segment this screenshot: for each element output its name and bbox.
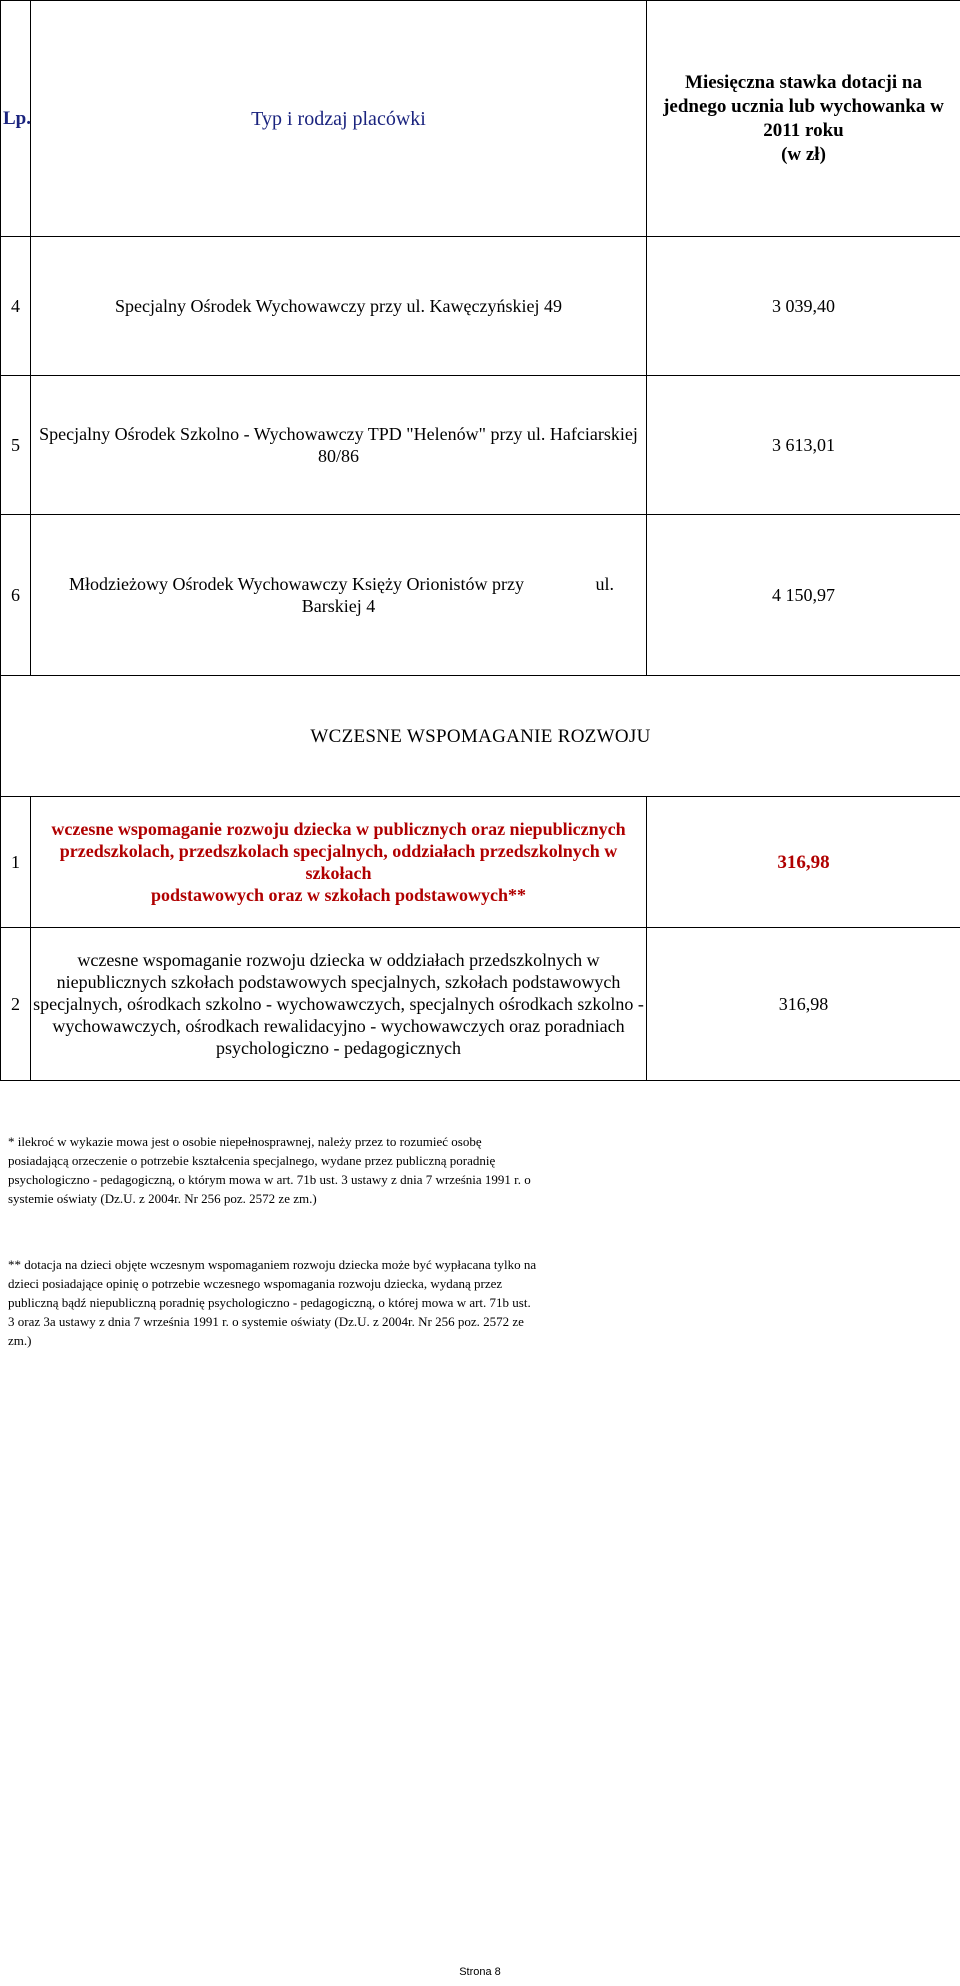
row-name-line: wychowawczych, ośrodkach rewalidacyjno - wychowawczych oraz poradniach bbox=[52, 1016, 625, 1036]
row-name bbox=[31, 797, 647, 928]
row-name-line: wczesne wspomaganie rozwoju dziecka w publicznych oraz niepublicznych bbox=[51, 819, 626, 839]
header-lp: Lp. bbox=[3, 108, 31, 129]
row-name-text: Młodzieżowy Ośrodek Wychowawczy Księży Orionistów przy bbox=[69, 574, 524, 594]
row-name-line: przedszkolach, przedszkolach specjalnych, oddziałach przedszkolnych w szkołach bbox=[59, 841, 618, 883]
footnote-line: ** dotacja na dzieci objęte wczesnym wspomaganiem rozwoju dziecka może być wypłacana tylko na bbox=[8, 1257, 537, 1272]
row-rate: 3 039,40 bbox=[647, 237, 960, 376]
row-lp: 2 bbox=[1, 928, 31, 1081]
footnote-line: posiadającą orzeczenie o potrzebie kształcenia specjalnego, wydane przez publiczną poradnię bbox=[8, 1153, 496, 1168]
row-rate-cell bbox=[647, 797, 960, 928]
row-rate: 4 150,97 bbox=[647, 515, 960, 676]
page-number: Strona 8 bbox=[459, 1966, 501, 1978]
row-name-line: wczesne wspomaganie rozwoju dziecka w oddziałach przedszkolnych w bbox=[77, 950, 600, 970]
footnote-disability bbox=[8, 1132, 648, 1208]
row-name-line: Barskiej 4 bbox=[301, 596, 376, 616]
table-row bbox=[1, 376, 960, 515]
footnote-line: systemie oświaty (Dz.U. z 2004r. Nr 256 poz. 2572 ze zm.) bbox=[8, 1191, 317, 1206]
row-name-line: 80/86 bbox=[317, 446, 359, 466]
row-lp: 4 bbox=[1, 237, 31, 376]
row-name-line: niepublicznych szkołach podstawowych specjalnych, szkołach podstawowych bbox=[56, 972, 621, 992]
header-rate bbox=[647, 71, 960, 167]
row-name-line: Specjalny Ośrodek Wychowawczy przy ul. Kawęczyńskiej 49 bbox=[115, 296, 562, 316]
footnote-line: * ilekroć w wykazie mowa jest o osobie niepełnosprawnej, należy przez to rozumieć osobę bbox=[8, 1134, 482, 1149]
row-name-ul: ul. bbox=[595, 574, 614, 594]
row-lp: 5 bbox=[1, 376, 31, 515]
section-title-cell bbox=[1, 676, 960, 797]
section-header-row bbox=[1, 676, 960, 797]
row-name bbox=[31, 515, 647, 676]
row-name-line: Specjalny Ośrodek Szkolno - Wychowawczy TPD "Helenów" przy ul. Hafciarskiej bbox=[39, 424, 638, 444]
header-rate-cell bbox=[647, 1, 960, 237]
row-name-line: specjalnych, ośrodkach szkolno - wychowawczych, specjalnych ośrodkach szkolno - bbox=[33, 994, 644, 1014]
header-rate-line: Miesięczna stawka dotacji na bbox=[685, 71, 922, 93]
footnote-line: dzieci posiadające opinię o potrzebie wczesnego wspomagania rozwoju dziecka, wydaną przez bbox=[8, 1276, 503, 1291]
table-row bbox=[1, 237, 960, 376]
table-header-row bbox=[1, 1, 960, 237]
row-name bbox=[31, 376, 647, 515]
footnote-line: psychologiczno - pedagogiczną, o którym mowa w art. 71b ust. 3 ustawy z dnia 7 września 1991 r. o bbox=[8, 1172, 531, 1187]
row-rate: 316,98 bbox=[647, 928, 960, 1081]
table-row bbox=[1, 928, 960, 1081]
row-lp: 1 bbox=[1, 797, 31, 928]
header-type: Typ i rodzaj placówki bbox=[251, 107, 426, 130]
header-rate-line: jednego ucznia lub wychowanka w bbox=[663, 95, 944, 117]
row-name-line: psychologiczno - pedagogicznych bbox=[216, 1038, 461, 1058]
footnote-early-support bbox=[8, 1255, 648, 1350]
row-name-line bbox=[31, 573, 646, 595]
footnote-line: 3 oraz 3a ustawy z dnia 7 września 1991 r. o systemie oświaty (Dz.U. z 2004r. Nr 256 poz. 2572 ze bbox=[8, 1314, 524, 1329]
header-lp-cell bbox=[1, 1, 31, 237]
row-name bbox=[31, 237, 647, 376]
row-name-line: podstawowych oraz w szkołach podstawowych** bbox=[150, 885, 527, 905]
row-name bbox=[31, 928, 647, 1081]
header-type-cell bbox=[31, 1, 647, 237]
header-rate-line: (w zł) bbox=[781, 143, 826, 165]
table-row bbox=[1, 515, 960, 676]
row-lp: 6 bbox=[1, 515, 31, 676]
row-rate: 316,98 bbox=[777, 851, 830, 873]
section-title: WCZESNE WSPOMAGANIE ROZWOJU bbox=[310, 725, 651, 747]
table-row bbox=[1, 797, 960, 928]
footnote-line: publiczną bądź niepubliczną poradnię psychologiczno - pedagogiczną, o której mowa w art. 71b ust. bbox=[8, 1295, 531, 1310]
header-rate-line: 2011 roku bbox=[763, 119, 844, 141]
footnote-line: zm.) bbox=[8, 1333, 32, 1348]
row-rate: 3 613,01 bbox=[647, 376, 960, 515]
